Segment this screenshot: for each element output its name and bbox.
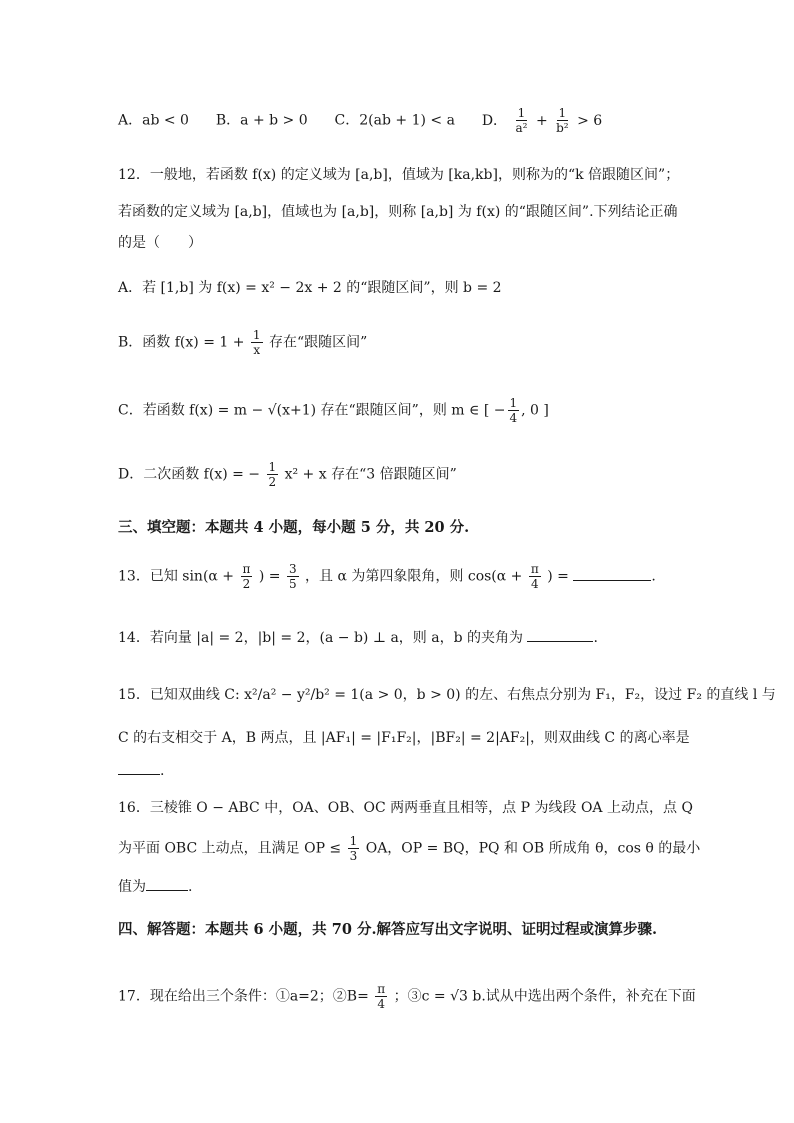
fraction: $\frac{\pi}{2}$ — [242, 562, 251, 591]
fraction: $\frac{1}{\text{a²}}$ — [515, 106, 528, 135]
fraction: $\frac{3}{5}$ — [288, 562, 297, 591]
q12-stem-line1: 12．一般地，若函数 f(x) 的定义域为 [a,b]，值域为 [ka,kb]，则称为的“k 倍跟随区间”； — [118, 167, 680, 183]
q15-line3: . — [118, 760, 676, 781]
fraction: $\frac{\pi}{4}$ — [377, 982, 386, 1011]
q16-line3: 值为 . — [118, 876, 676, 897]
answer-blank[interactable] — [527, 627, 593, 642]
fraction: $\frac{1}{3}$ — [349, 834, 358, 863]
fraction: $\frac{1}{x}$ — [252, 328, 261, 357]
q14: 14．若向量 |a| = 2，|b| = 2，(a − b) ⊥ a，则 a，b 的夹角为 . — [118, 627, 676, 648]
q12-stem-line2: 若函数的定义域为 [a,b]，值域也为 [a,b]，则称 [a,b] 为 f(x) 的“跟随区间”.下列结论正确 — [118, 204, 678, 220]
section-4-heading: 四、解答题：本题共 6 小题，共 70 分.解答应写出文字说明、证明过程或演算步骤. — [118, 921, 658, 938]
fraction: $\frac{1}{4}$ — [509, 396, 518, 425]
answer-blank[interactable] — [146, 876, 188, 891]
section-3-heading: 三、填空题：本题共 4 小题，每小题 5 分，共 20 分. — [118, 519, 470, 536]
q17: 17．现在给出三个条件：①a=2；②B= $\frac{\pi}{4}$ ；③c = √3 b.试从中选出两个条件，补充在下面 — [118, 982, 696, 1011]
q13: 13．已知 sin(α + $\frac{\pi}{2}$ ) = $\frac{3}{5}$ ，且 α 为第四象限角，则 cos(α + $\frac{\pi}{4}$ ) = . — [118, 562, 656, 591]
q11-options — [118, 106, 676, 135]
fraction: $\frac{1}{\text{b²}}$ — [556, 106, 569, 135]
q12-option-d: D．二次函数 f(x) = − $\frac{1}{2}$ x² + x 存在“3 倍跟随区间” — [118, 460, 457, 489]
q15-line1: 15．已知双曲线 C: x²/a² − y²/b² = 1(a > 0，b > 0) 的左、右焦点分别为 F₁，F₂，设过 F₂ 的直线 l 与 — [118, 687, 776, 703]
q11-option-b: B．a + b > 0 — [215, 112, 308, 129]
fraction: $\frac{\pi}{4}$ — [530, 562, 539, 591]
q12-stem-line3: 的是（ ） — [118, 235, 202, 251]
q16-line2: 为平面 OBC 上动点，且满足 OP ≤ $\frac{1}{3}$ OA，OP = BQ，PQ 和 OB 所成角 θ，cos θ 的最小 — [118, 834, 701, 863]
q12-option-a: A．若 [1,b] 为 f(x) = x² − 2x + 2 的“跟随区间”，则 b = 2 — [118, 280, 502, 296]
q11-option-c: C．2(ab + 1) < a — [334, 112, 455, 129]
q12-option-b: B．函数 f(x) = 1 + $\frac{1}{x}$ 存在“跟随区间” — [118, 328, 368, 357]
q12-option-c: C．若函数 f(x) = m − √(x+1) 存在“跟随区间”，则 m ∈ [ − $\frac{1}{4}$ , 0 ] — [118, 396, 549, 425]
answer-blank[interactable] — [118, 760, 160, 775]
q11-option-d: D． $\frac{1}{\text{a²}}$ + $\frac{1}{\text{b²}}$ > 6 — [481, 106, 603, 135]
fraction: $\frac{1}{2}$ — [268, 460, 277, 489]
q15-line2: C 的右支相交于 A，B 两点，且 |AF₁| = |F₁F₂|，|BF₂| = 2|AF₂|，则双曲线 C 的离心率是 — [118, 730, 690, 746]
answer-blank[interactable] — [573, 566, 651, 581]
q16-line1: 16．三棱锥 O − ABC 中，OA、OB、OC 两两垂直且相等，点 P 为线段 OA 上动点，点 Q — [118, 800, 693, 816]
q11-option-a: A．ab < 0 — [118, 112, 189, 129]
